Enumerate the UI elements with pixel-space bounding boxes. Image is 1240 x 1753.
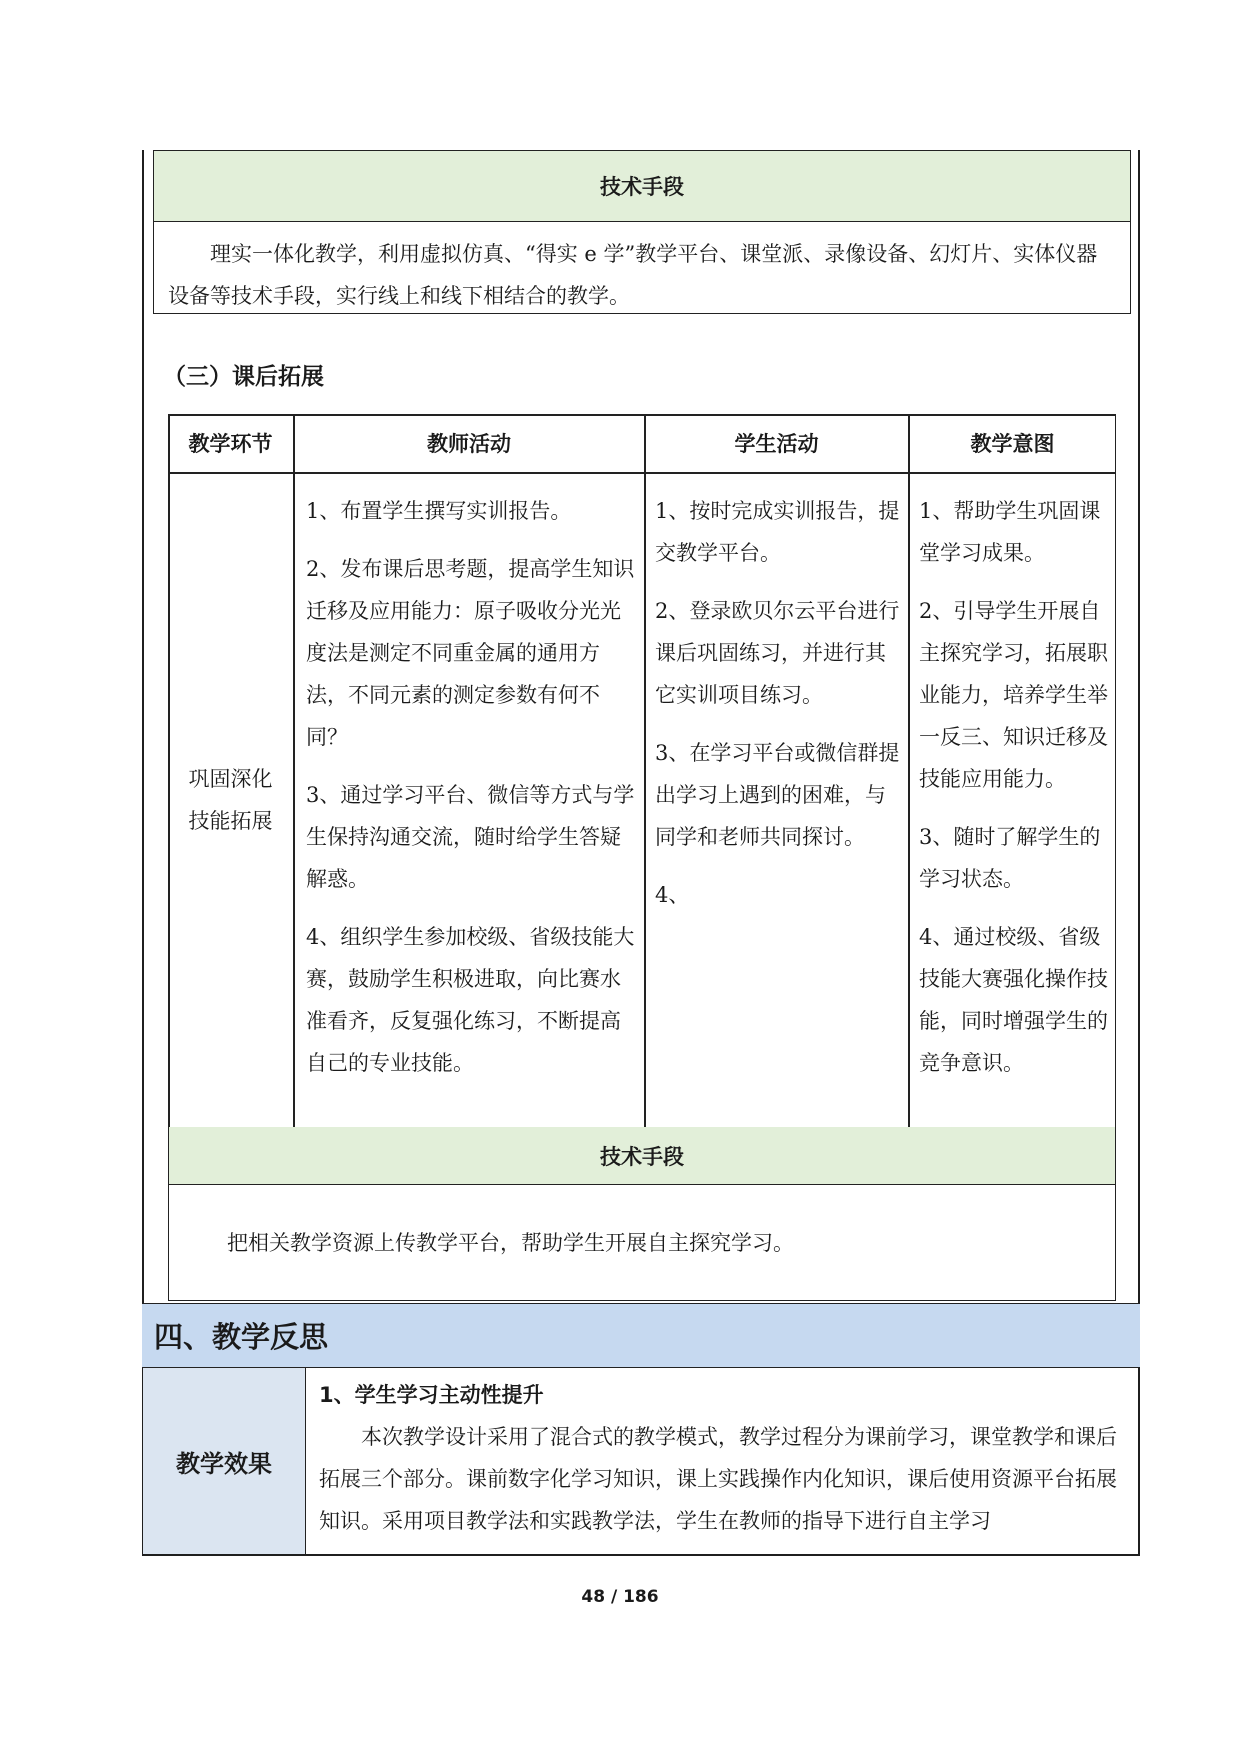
stage-cell [168, 473, 293, 1127]
section-heading: （三）课后拓展 [163, 364, 324, 390]
header-teaching-intent: 教学意图 [970, 432, 1055, 456]
intent-item: 2、引导学生开展自主探究学习，拓展职业能力，培养学生举一反三、知识迁移及技能应用能力。 [919, 599, 1108, 791]
activity-table [168, 414, 1116, 1128]
tech-means-header-label: 技术手段 [600, 175, 684, 199]
intent-item: 3、随时了解学生的学习状态。 [919, 825, 1101, 891]
tech-means-body: 理实一体化教学，利用虚拟仿真、“得实 e 学”教学平台、课堂派、录像设备、幻灯片、实体仪器设备等技术手段，实行线上和线下相结合的教学。 [153, 221, 1131, 314]
section4-title-bar [142, 1303, 1140, 1368]
effect-paragraph: 本次教学设计采用了混合式的教学模式，教学过程分为课前学习，课堂教学和课后拓展三个部分。课前数字化学习知识，课上实践操作内化知识，课后使用资源平台拓展知识。采用项目教学法和实践教学法，学生在教师的指导下进行自主学习 [319, 1425, 1117, 1533]
stage-line-2: 技能拓展 [188, 809, 273, 833]
page-bottom-rule [142, 1554, 1140, 1556]
teacher-activity-cell [306, 490, 638, 1100]
teacher-item: 4、组织学生参加校级、省级技能大赛，鼓励学生积极进取，向比赛水准看齐，反复强化练习，不断提高自己的专业技能。 [306, 925, 635, 1075]
student-item: 1、按时完成实训报告，提交教学平台。 [655, 499, 900, 565]
header-teacher-activity: 教师活动 [427, 432, 511, 456]
stage-line-1: 巩固深化 [188, 767, 273, 791]
effect-subheading: 1、学生学习主动性提升 [319, 1383, 544, 1407]
student-item: 3、在学习平台或微信群提出学习上遇到的困难，与同学和老师共同探讨。 [655, 741, 900, 849]
section4-title: 四、教学反思 [154, 1320, 329, 1354]
tech-means-body-2: 把相关教学资源上传教学平台，帮助学生开展自主探究学习。 [168, 1185, 1116, 1301]
header-student-activity: 学生活动 [734, 432, 819, 456]
page-number: 48 / 186 [581, 1587, 659, 1607]
intent-item: 4、通过校级、省级技能大赛强化操作技能，同时增强学生的竞争意识。 [919, 925, 1108, 1075]
tech-means-header-2-label: 技术手段 [600, 1144, 684, 1169]
student-item: 4、 [655, 883, 690, 907]
teaching-intent-cell [919, 490, 1109, 1100]
teaching-effect-label-text: 教学效果 [176, 1450, 272, 1478]
intent-item: 1、帮助学生巩固课堂学习成果。 [919, 499, 1101, 565]
tech-means-header-2 [168, 1127, 1116, 1185]
student-activity-cell [655, 490, 900, 932]
teacher-item: 1、布置学生撰写实训报告。 [306, 499, 572, 523]
teaching-effect-body [307, 1368, 1139, 1555]
header-stage: 教学环节 [188, 432, 273, 456]
teacher-item: 2、发布课后思考题，提高学生知识迁移及应用能力：原子吸收分光光度法是测定不同重金属的通用方法，不同元素的测定参数有何不同？ [306, 557, 635, 749]
teacher-item: 3、通过学习平台、微信等方式与学生保持沟通交流，随时给学生答疑解惑。 [306, 783, 635, 891]
tech-means-header [153, 150, 1131, 222]
teaching-effect-label [143, 1368, 306, 1555]
student-item: 2、登录欧贝尔云平台进行课后巩固练习，并进行其它实训项目练习。 [655, 599, 900, 707]
